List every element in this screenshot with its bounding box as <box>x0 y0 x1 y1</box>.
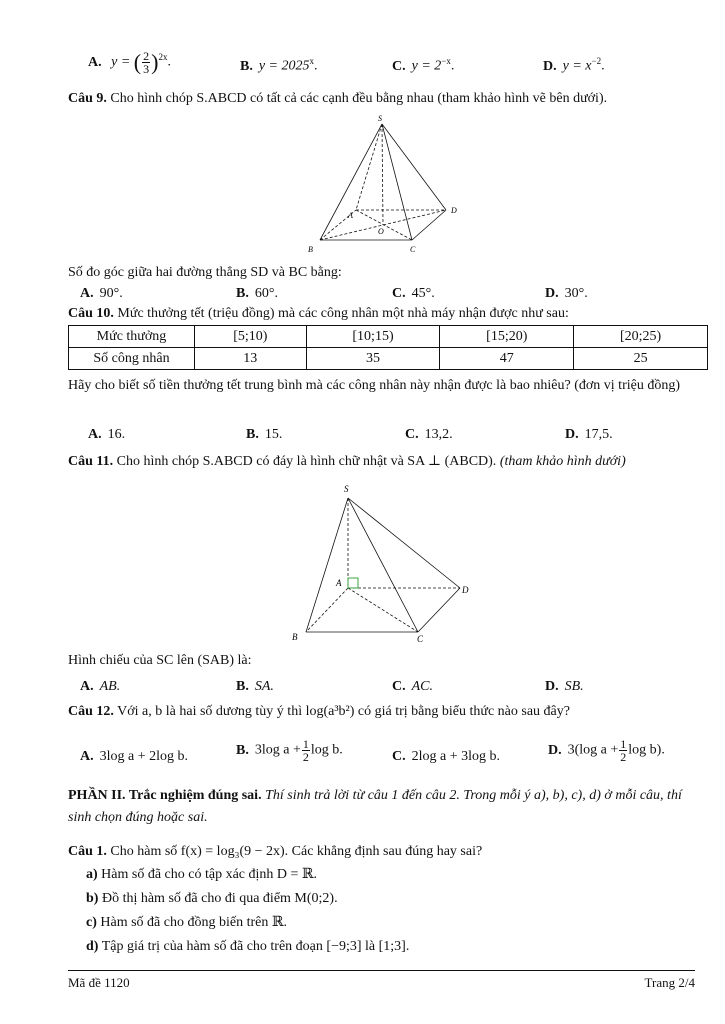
question-text: Mức thưởng tết (triệu đồng) mà các công nhân một nhà máy nhận được như sau: <box>117 306 569 321</box>
option-text: 16. <box>107 427 126 442</box>
q10-option-d <box>565 426 613 444</box>
label-o: O <box>378 227 384 236</box>
option-text: SA. <box>254 679 274 694</box>
p2q1-item-a <box>86 866 317 884</box>
q9-option-b <box>236 285 278 303</box>
q8-option-a: A. y = ( $\frac{2}{3}$ )$^{2x}$. <box>88 48 171 76</box>
p2q1-stem <box>68 843 695 861</box>
q8-option-c: C. $y = 2^{-x}$. <box>392 56 455 74</box>
p2q1-item-c <box>86 914 287 932</box>
option-text: 30°. <box>564 286 588 301</box>
question-text: Cho hình chóp S.ABCD có đáy là hình chữ nhật và SA ⊥ (ABCD). <box>116 454 497 469</box>
q12-option-b <box>236 738 343 763</box>
q10-option-a <box>88 426 125 444</box>
option-text: 45°. <box>411 286 435 301</box>
label-a: A <box>348 211 353 220</box>
right-angle-marker <box>348 578 358 588</box>
option-text: AC. <box>411 679 434 694</box>
option-label: C. <box>392 749 406 764</box>
part2-heading <box>68 785 696 829</box>
item-text: Đồ thị hàm số đã cho đi qua điểm M(0;2). <box>101 891 338 906</box>
option-text: 15. <box>264 427 283 442</box>
q9-option-a <box>80 285 123 303</box>
paren-right: ) <box>151 49 159 75</box>
fraction-num: 1 <box>302 737 309 751</box>
option-label: A. <box>80 286 94 301</box>
page-footer <box>68 970 695 991</box>
section-instructions: Thí sinh trả lời từ câu 1 đến câu 2. Trong mỗi ý a), b), c), d) ở mỗi câu, thí sinh chọn đúng hoặc sai. <box>68 788 682 825</box>
option-label: D. <box>548 742 562 758</box>
fraction-num: 2 <box>143 48 150 63</box>
q11-prompt: Hình chiếu của SC lên (SAB) là: <box>68 653 252 668</box>
option-label: C. <box>392 286 406 301</box>
p2q1-item-b <box>86 890 338 908</box>
option-label: C. <box>392 58 406 74</box>
q9-prompt: Số đo góc giữa hai đường thẳng SD và BC bằng: <box>68 265 342 280</box>
table-cell: 13 <box>195 348 307 370</box>
question-number: Câu 12. <box>68 704 114 719</box>
q10-stem <box>68 305 695 323</box>
question-text: Cho hàm số f(x) = log₃(9 − 2x). Các khẳng định sau đúng hay sai? <box>110 844 483 859</box>
option-label: B. <box>246 427 259 442</box>
option-text: 17,5. <box>584 427 613 442</box>
item-text: Hàm số đã cho đồng biến trên ℝ. <box>100 915 287 930</box>
fraction-den: 2 <box>302 750 309 764</box>
q12-stem <box>68 703 695 721</box>
exam-code: Mã đề 1120 <box>68 975 130 990</box>
item-label: b) <box>86 891 99 906</box>
q8-option-b: B. $y = 2025^x$. <box>240 56 318 74</box>
q12-option-c <box>392 748 500 766</box>
label-d: D <box>451 206 457 215</box>
q8-option-d: D. $y = x^{-2}$. <box>543 56 605 74</box>
option-label: B. <box>240 58 253 74</box>
q9-pyramid-figure <box>300 110 470 260</box>
fraction-num: 1 <box>620 737 627 751</box>
label-s: S <box>378 114 382 123</box>
option-text: 13,2. <box>424 427 453 442</box>
option-label: D. <box>565 427 579 442</box>
option-label: A. <box>80 749 94 764</box>
fraction-den: 2 <box>620 750 627 764</box>
option-label: A. <box>88 427 102 442</box>
label-d: D <box>462 585 469 595</box>
question-number: Câu 11. <box>68 454 114 469</box>
question-text: Cho hình chóp S.ABCD có tất cả các cạnh đều bằng nhau (tham khảo hình vẽ bên dưới). <box>110 91 608 106</box>
label-c: C <box>410 245 416 254</box>
label-b: B <box>308 245 313 254</box>
table-cell: [10;15) <box>306 326 440 348</box>
fraction <box>142 50 150 75</box>
fraction <box>619 738 627 763</box>
q11-option-b <box>236 678 274 696</box>
option-label: A. <box>88 54 102 70</box>
q10-table <box>68 325 708 370</box>
page-number: Trang 2/4 <box>644 975 695 990</box>
q11-stem <box>68 453 695 471</box>
table-cell: 25 <box>574 348 708 370</box>
table-cell: 35 <box>306 348 440 370</box>
option-label: B. <box>236 286 249 301</box>
p2q1-item-d <box>86 938 409 956</box>
option-text: y = 2025 <box>258 58 310 74</box>
q10-prompt: Hãy cho biết số tiền thưởng tết trung bình mà các công nhân này nhận được là bao nhiêu? (đơn vị triệu đồng) <box>68 378 681 393</box>
table-cell: [5;10) <box>195 326 307 348</box>
option-text: log b). <box>628 742 665 758</box>
item-text: Tập giá trị của hàm số đã cho trên đoạn [−9;3] là [1;3]. <box>101 939 410 954</box>
section-title: PHẦN II. Trắc nghiệm đúng sai. <box>68 788 262 803</box>
q12-option-d <box>548 738 665 763</box>
label-s: S <box>344 484 349 494</box>
question-number: Câu 9. <box>68 91 107 106</box>
item-label: a) <box>86 867 98 882</box>
item-text: Hàm số đã cho có tập xác định D = ℝ. <box>101 867 318 882</box>
question-note: (tham khảo hình dưới) <box>499 454 626 469</box>
q9-stem <box>68 90 695 108</box>
table-cell: 47 <box>440 348 574 370</box>
label-c: C <box>417 634 424 644</box>
label-b: B <box>292 632 298 642</box>
question-number: Câu 1. <box>68 844 107 859</box>
option-text: y = 2 <box>411 58 442 74</box>
option-label: B. <box>236 742 249 758</box>
option-text: 3log a + <box>254 742 301 758</box>
q11-option-d <box>545 678 584 696</box>
option-label: D. <box>543 58 557 74</box>
fraction <box>302 738 310 763</box>
option-text: SB. <box>564 679 584 694</box>
option-text: 90°. <box>99 286 123 301</box>
table-cell: [20;25) <box>574 326 708 348</box>
exponent: 2x <box>158 52 168 62</box>
table-row <box>69 348 708 370</box>
option-text: 3(log a + <box>567 742 619 758</box>
option-text: y = x <box>562 58 592 74</box>
option-text: 3log a + 2log b. <box>99 749 189 764</box>
table-cell: [15;20) <box>440 326 574 348</box>
table-cell: Số công nhân <box>69 348 195 370</box>
q9-option-d <box>545 285 588 303</box>
exponent: −2 <box>591 56 602 66</box>
item-label: d) <box>86 939 99 954</box>
q9-option-c <box>392 285 435 303</box>
paren-left: ( <box>133 49 142 75</box>
exponent: −x <box>441 56 451 66</box>
option-text: 2log a + 3log b. <box>411 749 501 764</box>
q11-option-c <box>392 678 433 696</box>
exponent: x <box>309 56 315 66</box>
label-a: A <box>336 578 342 588</box>
question-text: Với a, b là hai số dương tùy ý thì log(a³b²) có giá trị bằng biểu thức nào sau đây? <box>117 704 570 719</box>
q10-option-c <box>405 426 453 444</box>
q11-option-a <box>80 678 120 696</box>
option-label: D. <box>545 679 559 694</box>
option-label: D. <box>545 286 559 301</box>
q11-pyramid-figure <box>290 480 480 645</box>
option-label: A. <box>80 679 94 694</box>
question-number: Câu 10. <box>68 306 114 321</box>
option-text: AB. <box>99 679 121 694</box>
option-label: C. <box>392 679 406 694</box>
q12-option-a <box>80 748 188 766</box>
table-row <box>69 326 708 348</box>
q10-option-b <box>246 426 282 444</box>
item-label: c) <box>86 915 97 930</box>
fraction-den: 3 <box>143 61 150 76</box>
option-text: 60°. <box>254 286 278 301</box>
option-text: log b. <box>310 742 343 758</box>
option-label: C. <box>405 427 419 442</box>
option-label: B. <box>236 679 249 694</box>
table-cell: Mức thưởng <box>69 326 195 348</box>
option-text: y = <box>111 54 131 70</box>
